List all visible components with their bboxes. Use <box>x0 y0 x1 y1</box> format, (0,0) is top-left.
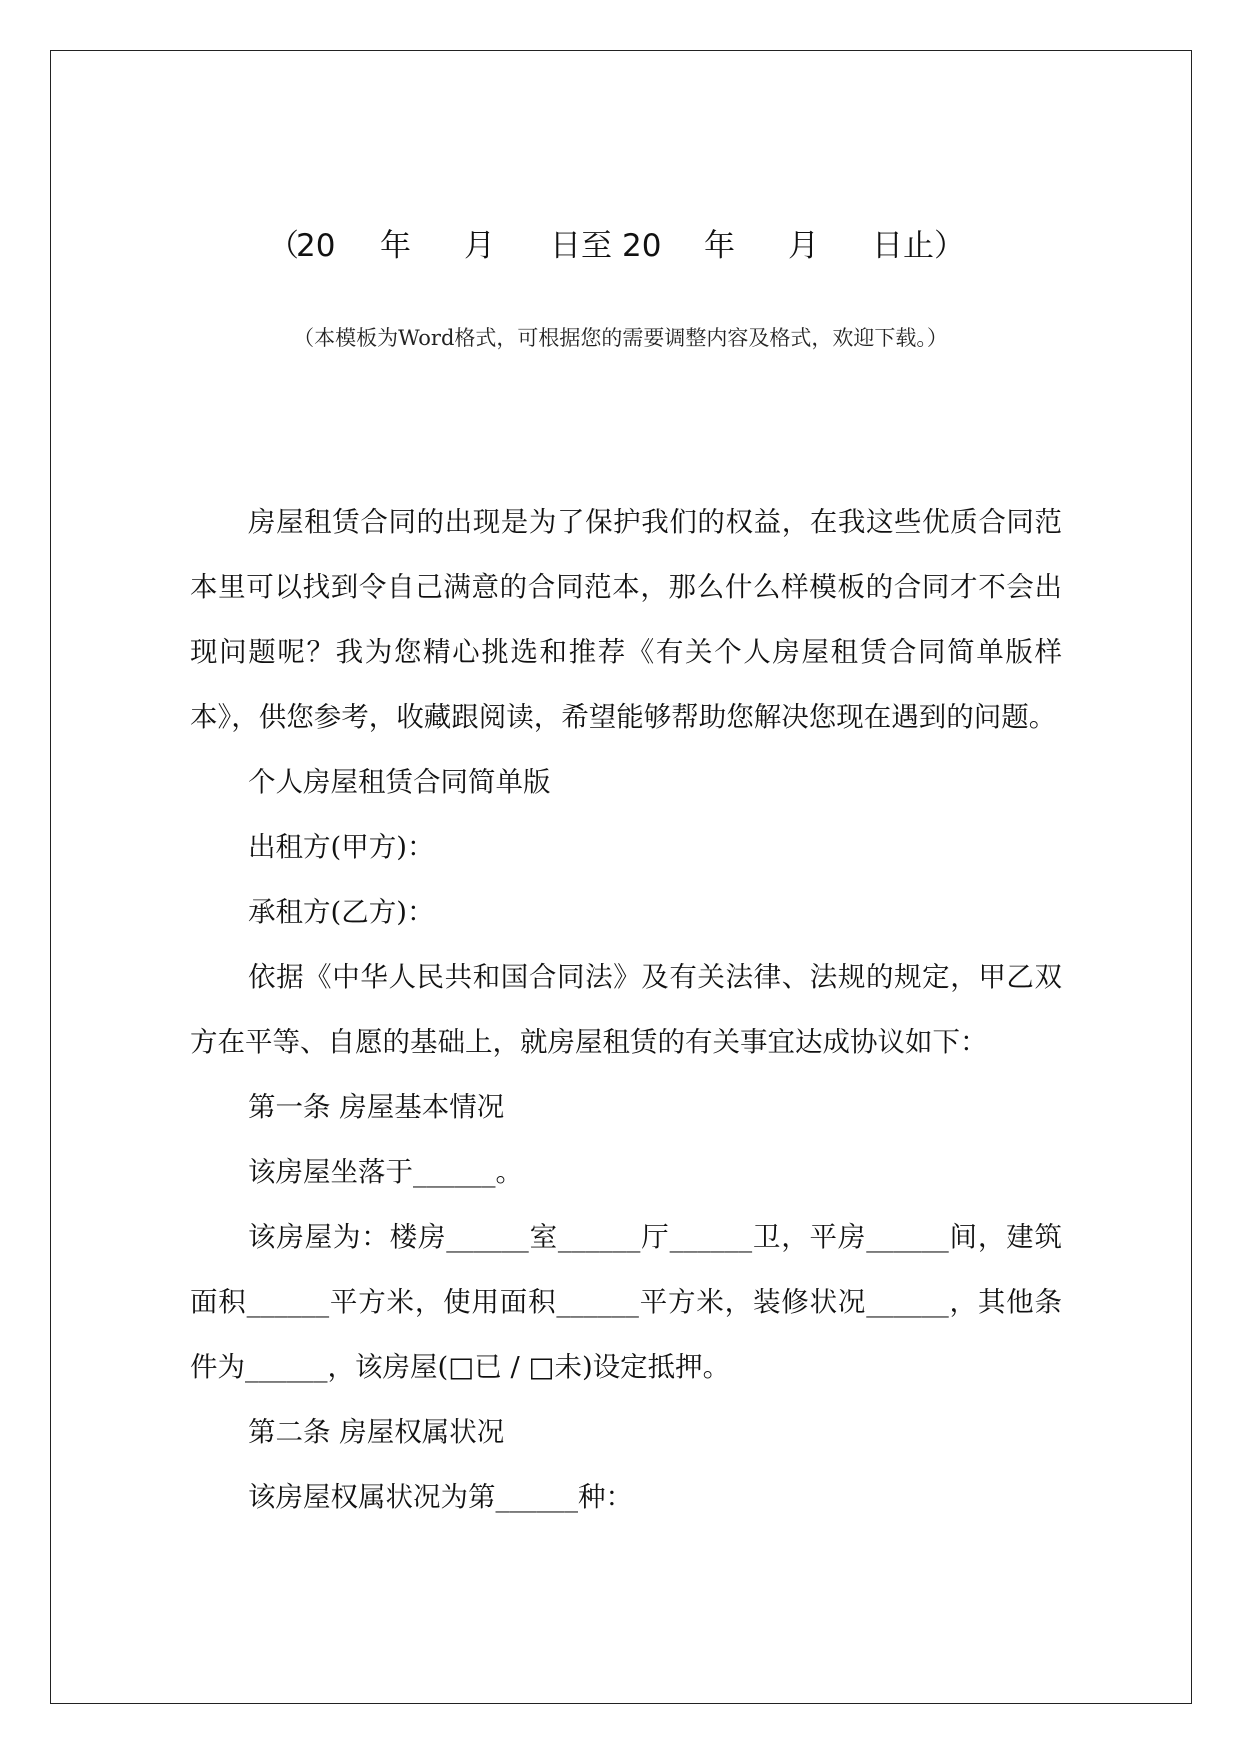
contract-body <box>190 490 1062 1530</box>
contract-title: 个人房屋租赁合同简单版 <box>248 766 551 798</box>
date-day-to: 日至 <box>550 228 612 264</box>
date-range-header <box>0 224 1241 268</box>
date-year-prefix-end: 20 <box>622 228 662 264</box>
lessor-line: 出租方(甲方)： <box>248 831 435 863</box>
date-year-end: 年 <box>704 228 735 264</box>
date-year-prefix-start: 20 <box>296 228 336 264</box>
article-2-title: 第二条 房屋权属状况 <box>248 1416 505 1448</box>
template-note: （本模板为Word格式，可根据您的需要调整内容及格式，欢迎下载。） <box>293 326 948 350</box>
date-open-paren: （ <box>268 228 299 264</box>
article-1-location: 该房屋坐落于______。 <box>248 1156 523 1188</box>
article-2-status: 该房屋权属状况为第______种： <box>248 1481 633 1513</box>
intro-paragraph: 房屋租赁合同的出现是为了保护我们的权益，在我这些优质合同范本里可以找到令自己满意的合同范本，那么什么样模板的合同才不会出现问题呢？我为您精心挑选和推荐《有关个人房屋租赁合同简单版样本》，供您参考，收藏跟阅读，希望能够帮助您解决您现在遇到的问题。 <box>190 506 1062 733</box>
article-1-title: 第一条 房屋基本情况 <box>248 1091 505 1123</box>
date-month-end: 月 <box>788 228 819 264</box>
date-year-start: 年 <box>380 228 411 264</box>
article-1-details: 该房屋为：楼房______室______厅______卫，平房______间，建筑面积______平方米，使用面积______平方米，装修状况______，其他条件为______，该房屋(□已 / □未)设定抵押。 <box>190 1221 1062 1383</box>
date-day-end: 日止） <box>872 228 965 264</box>
date-month-start: 月 <box>464 228 495 264</box>
lessee-line: 承租方(乙方)： <box>248 896 435 928</box>
legal-basis-paragraph: 依据《中华人民共和国合同法》及有关法律、法规的规定，甲乙双方在平等、自愿的基础上，就房屋租赁的有关事宜达成协议如下： <box>190 961 1062 1058</box>
